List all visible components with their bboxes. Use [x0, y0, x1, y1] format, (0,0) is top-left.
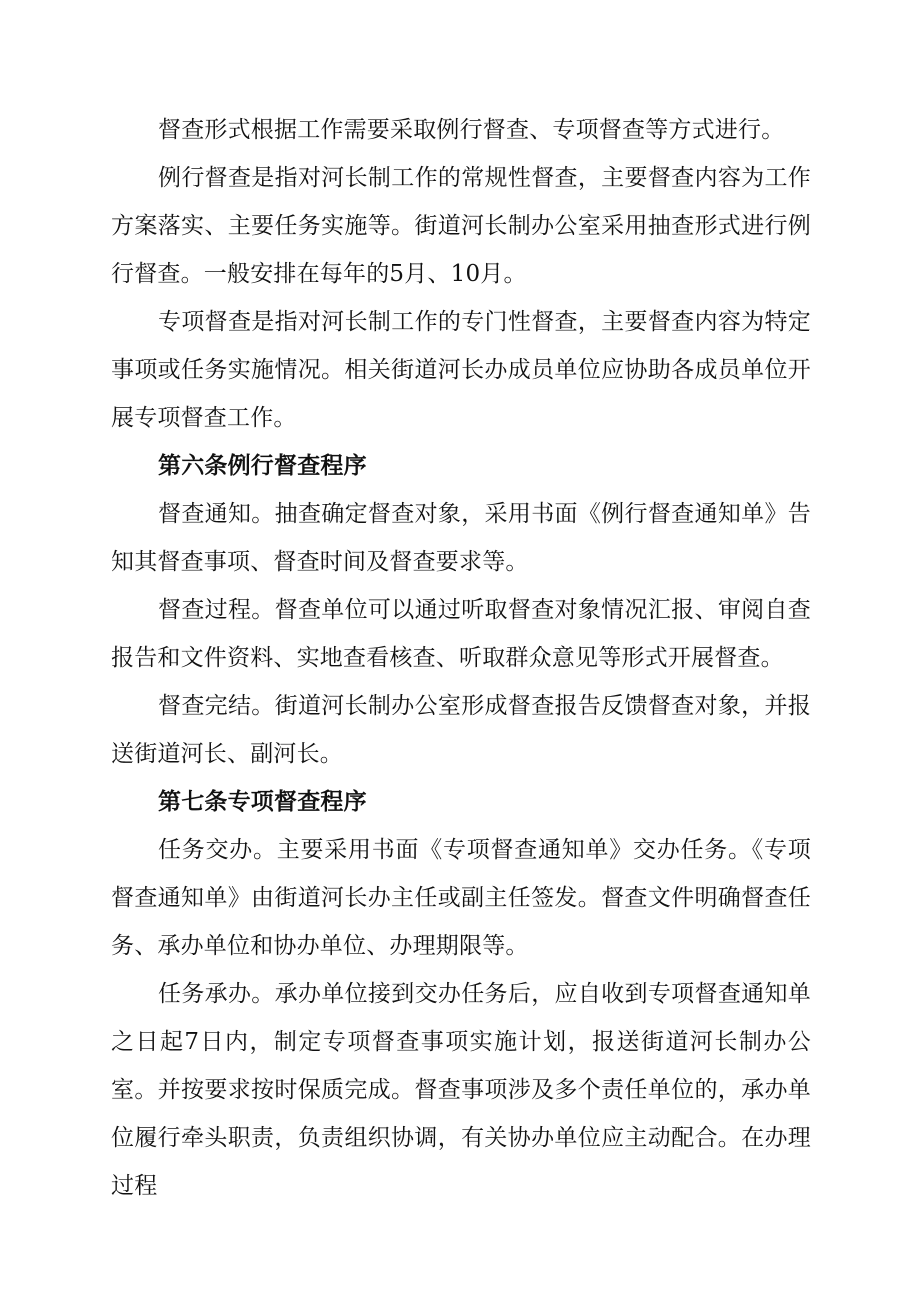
heading-article-6: 第六条例行督查程序 [158, 452, 367, 479]
paragraph-supervision-forms: 督查形式根据工作需要采取例行督查、专项督查等方式进行。 [158, 117, 785, 143]
paragraph-supervision-notice: 督查通知。抽查确定督查对象，采用书面《例行督查通知单》告知其督查事项、督查时间及督查要求等。 [111, 501, 811, 575]
paragraph-task-undertaking: 任务承办。承办单位接到交办任务后，应自收到专项督查通知单之日起7日内，制定专项督查事项实施计划，报送街道河长制办公室。并按要求按时保质完成。督查事项涉及多个责任单位的，承办单位履行牵头职责，负责组织协调，有关协办单位应主动配合。在办理过程 [111, 981, 811, 1199]
paragraph-special-supervision: 专项督查是指对河长制工作的专门性督查，主要督查内容为特定事项或任务实施情况。相关街道河长办成员单位应协助各成员单位开展专项督查工作。 [111, 309, 811, 431]
paragraph-supervision-completion: 督查完结。街道河长制办公室形成督查报告反馈督查对象，并报送街道河长、副河长。 [111, 693, 811, 767]
document-body [111, 106, 811, 1210]
paragraph-task-assignment: 任务交办。主要采用书面《专项督查通知单》交办任务。《专项督查通知单》由街道河长办主任或副主任签发。督查文件明确督查任务、承办单位和协办单位、办理期限等。 [111, 837, 811, 959]
paragraph-supervision-process: 督查过程。督查单位可以通过听取督查对象情况汇报、审阅自查报告和文件资料、实地查看核查、听取群众意见等形式开展督查。 [111, 597, 811, 671]
paragraph-routine-supervision: 例行督查是指对河长制工作的常规性督查，主要督查内容为工作方案落实、主要任务实施等。街道河长制办公室采用抽查形式进行例行督查。一般安排在每年的5月、10月。 [111, 165, 811, 287]
heading-article-7: 第七条专项督查程序 [158, 788, 367, 815]
